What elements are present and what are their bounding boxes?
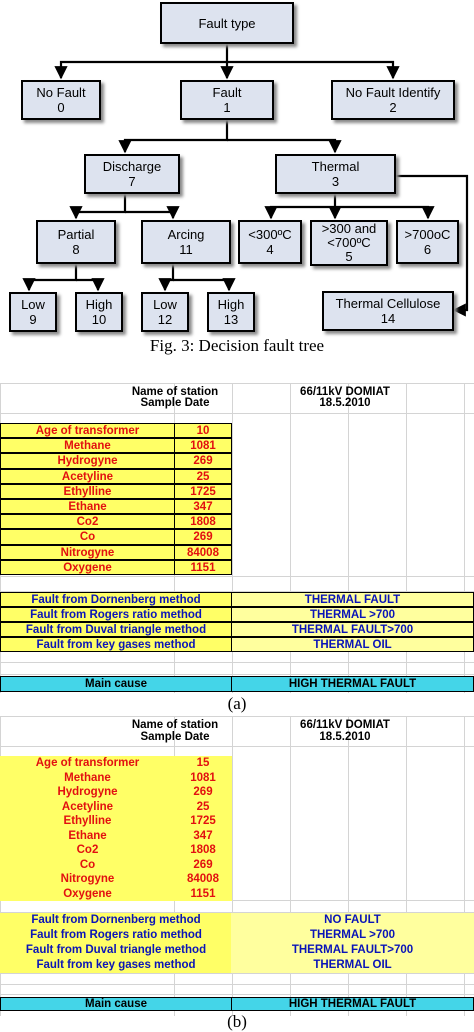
node-label: Low (153, 297, 177, 312)
node-label-line2: <700ºC (327, 235, 371, 250)
node-label: Thermal (311, 159, 360, 174)
node-number: 3 (331, 174, 340, 189)
method-name: Fault from key gases method (0, 958, 232, 973)
node-label-line1: >300 and (321, 221, 377, 236)
node-label: <300ºC (248, 227, 292, 242)
node-number: 10 (91, 312, 107, 327)
param-row (0, 800, 474, 815)
node-high-13 (207, 292, 255, 332)
param-row (0, 829, 474, 844)
method-row (0, 607, 474, 622)
param-name: Co2 (0, 514, 175, 529)
node-label: Low (21, 297, 45, 312)
node-lt300 (238, 220, 302, 264)
method-name: Fault from Rogers ratio method (0, 928, 232, 943)
param-value: 1081 (174, 771, 232, 786)
param-value: 1725 (174, 814, 232, 829)
node-number: 4 (266, 242, 274, 257)
method-name: Fault from key gases method (0, 637, 232, 652)
node-no-fault (21, 80, 101, 120)
node-number: 12 (157, 312, 173, 327)
node-number: 1 (223, 100, 231, 115)
param-row (0, 438, 474, 453)
param-name: Acetyline (0, 469, 175, 484)
param-name: Ethane (0, 829, 175, 844)
method-name: Fault from Dornenberg method (0, 592, 232, 607)
param-row (0, 771, 474, 786)
node-300-700 (310, 220, 388, 266)
node-label: High (217, 297, 245, 312)
station-value: 66/11kV DOMIAT (300, 719, 390, 731)
node-gt700 (396, 220, 459, 264)
param-row (0, 560, 474, 575)
param-row (0, 756, 474, 771)
method-result: THERMAL OIL (231, 958, 474, 973)
main-cause-label: Main cause (0, 997, 232, 1011)
params-table (0, 756, 232, 901)
param-name: Age of transformer (0, 423, 175, 438)
method-row (0, 592, 474, 607)
param-row (0, 545, 474, 560)
param-row (0, 529, 474, 544)
param-value: 269 (174, 858, 232, 873)
param-value: 25 (174, 469, 232, 484)
node-number: 0 (57, 100, 65, 115)
param-value: 1808 (174, 514, 232, 529)
node-discharge (84, 154, 180, 194)
methods-table (0, 592, 474, 652)
methods-table (0, 913, 474, 973)
node-label: Fault type (198, 15, 256, 31)
node-number: 9 (29, 312, 37, 327)
param-name: Acetyline (0, 800, 175, 815)
node-fault (180, 80, 274, 120)
figure-caption: Fig. 3: Decision fault tree (149, 336, 325, 355)
param-name: Hydrogyne (0, 785, 175, 800)
method-row (0, 943, 474, 958)
node-partial (36, 220, 116, 264)
param-row (0, 484, 474, 499)
method-name: Fault from Rogers ratio method (0, 607, 232, 622)
node-arcing (141, 220, 231, 264)
node-low-12 (141, 292, 189, 332)
main-cause-row (0, 676, 474, 692)
method-row (0, 928, 474, 943)
node-thermal-cellulose (322, 291, 454, 331)
main-cause-value: HIGH THERMAL FAULT (231, 676, 474, 692)
param-name: Oxygene (0, 887, 175, 902)
param-value: 347 (174, 829, 232, 844)
param-name: Nitrogyne (0, 872, 175, 887)
decision-fault-tree (0, 0, 474, 340)
param-name: Methane (0, 771, 175, 786)
node-high-10 (75, 292, 123, 332)
method-result: THERMAL FAULT>700 (231, 622, 474, 637)
node-number: 7 (128, 174, 136, 189)
date-value: 18.5.2010 (319, 731, 371, 743)
param-name: Co2 (0, 843, 175, 858)
spreadsheet-a (0, 383, 474, 693)
param-row (0, 499, 474, 514)
node-number: 6 (423, 242, 432, 257)
node-number: 2 (389, 100, 397, 115)
method-row (0, 622, 474, 637)
station-label: Name of station (131, 719, 219, 731)
header-row-date (0, 730, 474, 745)
main-cause-label: Main cause (0, 676, 232, 692)
param-name: Co (0, 858, 175, 873)
node-number: 8 (72, 242, 80, 257)
method-result: THERMAL FAULT>700 (231, 943, 474, 958)
station-label: Name of station (131, 386, 219, 398)
param-name: Hydrogyne (0, 453, 175, 468)
node-fault-type (160, 2, 294, 44)
node-number: 13 (223, 312, 239, 327)
param-value: 1725 (174, 484, 232, 499)
node-thermal (275, 154, 396, 194)
node-label: Thermal Cellulose (335, 296, 441, 311)
node-number: 5 (345, 249, 353, 264)
date-label: Sample Date (140, 397, 210, 409)
param-name: Methane (0, 438, 175, 453)
node-low-9 (9, 292, 57, 332)
param-value: 1081 (174, 438, 232, 453)
param-value: 84008 (174, 545, 232, 560)
node-label: No Fault Identify (345, 85, 441, 100)
node-label: No Fault (36, 85, 86, 100)
node-label: Partial (57, 227, 95, 242)
param-value: 269 (174, 453, 232, 468)
sheet-caption-a: (a) (227, 694, 247, 713)
param-value: 1808 (174, 843, 232, 858)
node-label: Discharge (102, 159, 162, 174)
param-value: 269 (174, 529, 232, 544)
method-result: THERMAL OIL (231, 637, 474, 652)
method-result: THERMAL FAULT (231, 592, 474, 607)
param-name: Ethylline (0, 484, 175, 499)
method-result: THERMAL >700 (231, 928, 474, 943)
sheet-caption-b: (b) (227, 1012, 247, 1031)
param-row (0, 514, 474, 529)
spreadsheet-b (0, 716, 474, 1016)
param-value: 1151 (174, 560, 232, 575)
param-row (0, 423, 474, 438)
params-table (0, 423, 232, 575)
param-value: 84008 (174, 872, 232, 887)
method-name: Fault from Duval triangle method (0, 943, 232, 958)
param-value: 10 (174, 423, 232, 438)
param-name: Ethane (0, 499, 175, 514)
param-value: 347 (174, 499, 232, 514)
method-row (0, 958, 474, 973)
node-number: 14 (380, 311, 396, 326)
node-label: Fault (212, 85, 242, 100)
method-name: Fault from Duval triangle method (0, 622, 232, 637)
param-row (0, 469, 474, 484)
param-row (0, 785, 474, 800)
method-row (0, 913, 474, 928)
param-value: 1151 (174, 887, 232, 902)
param-row (0, 872, 474, 887)
station-value: 66/11kV DOMIAT (300, 386, 390, 398)
main-cause-value: HIGH THERMAL FAULT (231, 997, 474, 1011)
method-result: NO FAULT (231, 913, 474, 928)
param-name: Co (0, 529, 175, 544)
main-cause-row (0, 997, 474, 1011)
param-value: 269 (174, 785, 232, 800)
param-name: Ethylline (0, 814, 175, 829)
param-row (0, 887, 474, 902)
method-row (0, 637, 474, 652)
param-name: Age of transformer (0, 756, 175, 771)
date-value: 18.5.2010 (319, 397, 371, 409)
param-row (0, 453, 474, 468)
node-no-fault-identify (331, 80, 455, 120)
param-name: Nitrogyne (0, 545, 175, 560)
param-value: 15 (174, 756, 232, 771)
header-row-date (0, 396, 474, 411)
param-name: Oxygene (0, 560, 175, 575)
method-result: THERMAL >700 (231, 607, 474, 622)
node-label: >700oC (404, 227, 451, 242)
param-row (0, 814, 474, 829)
node-label: High (85, 297, 113, 312)
date-label: Sample Date (140, 731, 210, 743)
param-value: 25 (174, 800, 232, 815)
node-number: 11 (179, 242, 193, 257)
param-row (0, 858, 474, 873)
param-row (0, 843, 474, 858)
node-label: Arcing (167, 227, 205, 242)
method-name: Fault from Dornenberg method (0, 913, 232, 928)
